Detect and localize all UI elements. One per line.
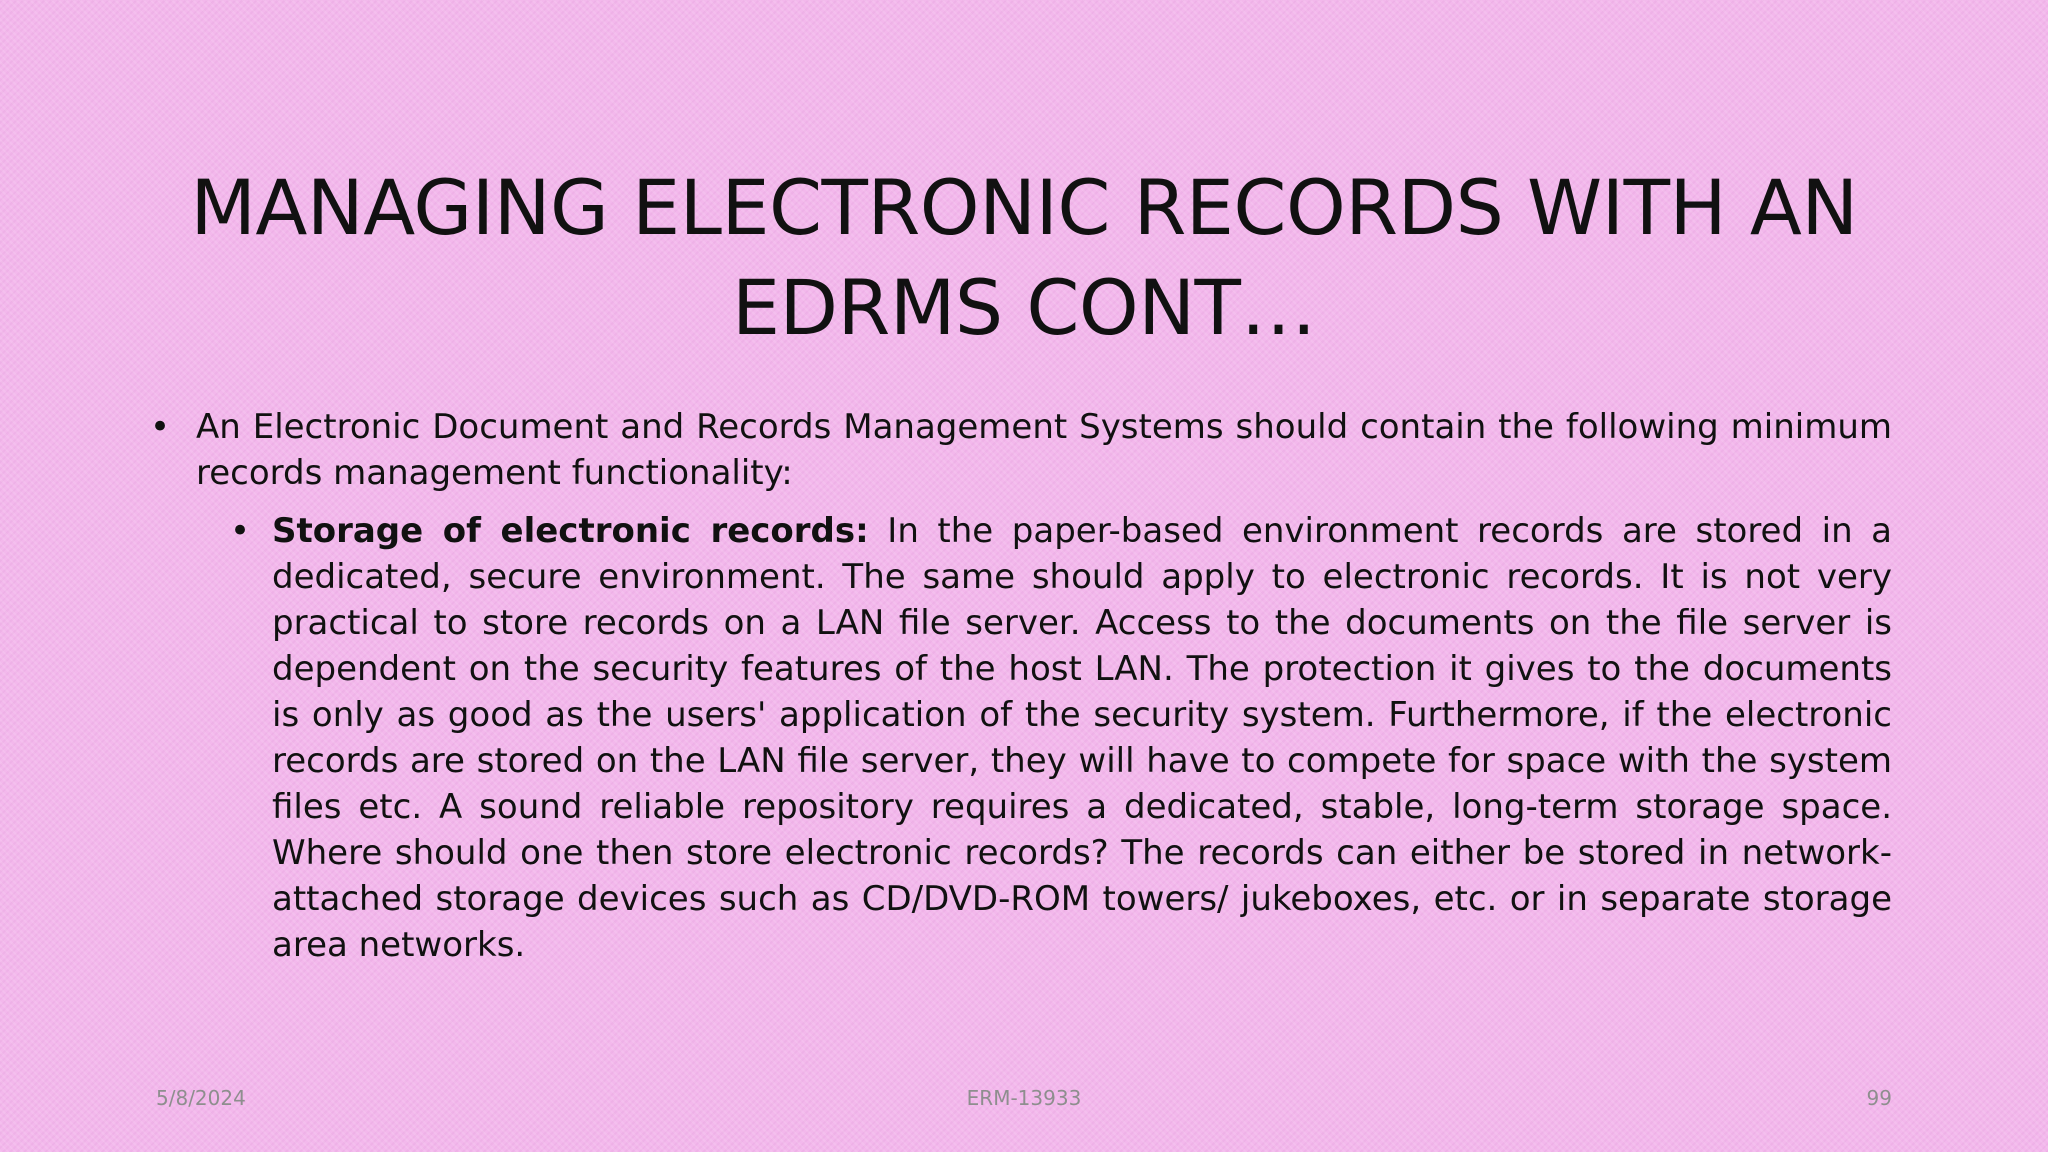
bullet-dot-icon: • bbox=[150, 407, 171, 447]
bullet-text: In the paper-based environment records are stored in a dedicated, secure environment. The same should apply to electronic records. It is not very practical to store records on a LAN file server. Access to the documents on the file server is dependent on the security features of the host LAN. The protection it gives to the documents is only as good as the users' application of the security system. Furthermore, if the electronic records are stored on the LAN file server, they will have to compete for space with the system files etc. A sound reliable repository requires a dedicated, stable, long-term storage space. Where should one then store electronic records? The records can either be stored in network-attached storage devices such as CD/DVD-ROM towers/ jukeboxes, etc. or in separate storage area networks. bbox=[272, 511, 1893, 965]
footer-date: 5/8/2024 bbox=[156, 1086, 246, 1110]
bullet-text: An Electronic Document and Records Management Systems should contain the following minimum records management functionality: bbox=[196, 407, 1892, 493]
bullet-heading: Storage of electronic records: bbox=[272, 511, 869, 551]
slide-title: MANAGING ELECTRONIC RECORDS WITH AN EDRMS CONT… bbox=[190, 163, 1858, 352]
bullet-item-level1 bbox=[150, 404, 1892, 496]
bullet-dot-icon: • bbox=[230, 511, 251, 551]
bullet-item-level2 bbox=[230, 508, 1892, 968]
slide-body bbox=[150, 404, 1892, 968]
footer-page-number: 99 bbox=[1866, 1086, 1892, 1110]
footer-center-text: ERM-13933 bbox=[966, 1086, 1082, 1110]
